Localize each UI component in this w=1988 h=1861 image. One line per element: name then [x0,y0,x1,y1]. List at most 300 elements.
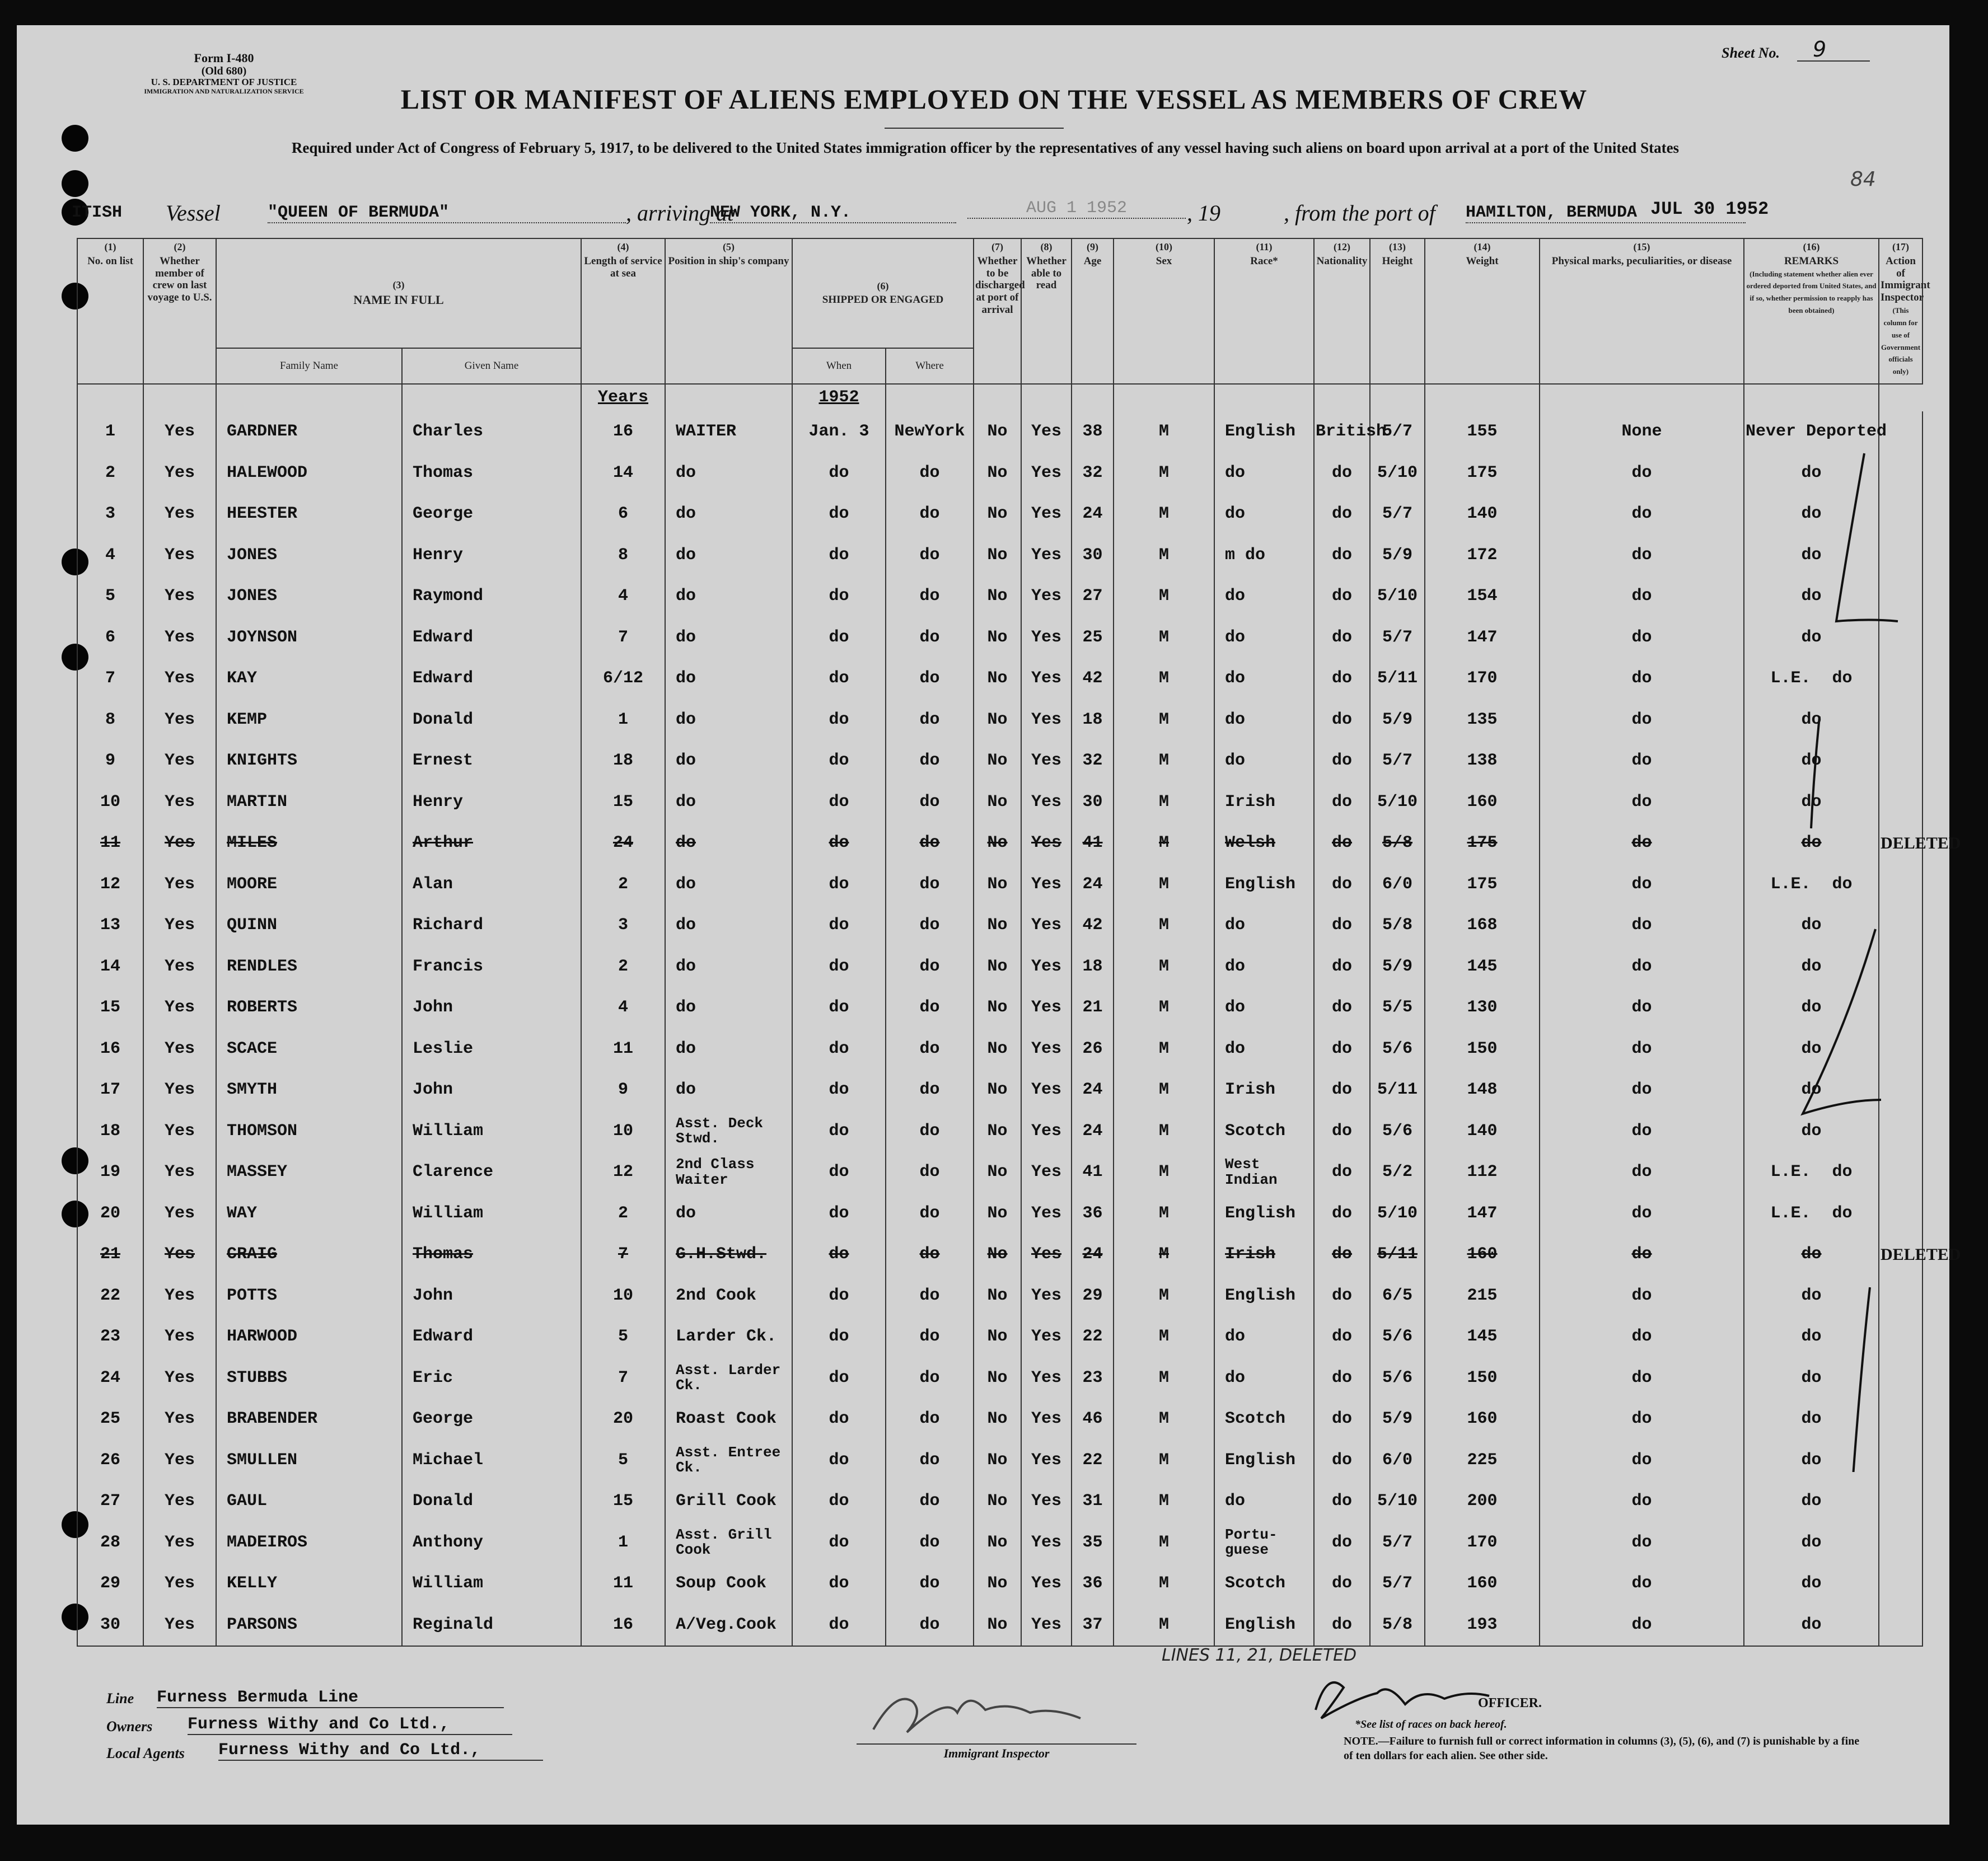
able-to-read: Yes [1021,617,1072,659]
sheet-number: 9 [1813,37,1827,62]
family-name: GAUL [216,1481,402,1522]
nationality: do [1314,905,1370,946]
family-name: JONES [216,535,402,576]
col-header-marks: (15) Physical marks, peculiarities, or disease [1540,238,1744,384]
position: 2nd Cook [665,1276,792,1317]
position: do [665,1070,792,1111]
remarks-text: do [1801,1368,1822,1387]
table-row [77,700,1922,741]
able-to-read: Yes [1021,1029,1072,1070]
remarks-le: L.E. [1770,1162,1811,1182]
last-voyage: Yes [143,1522,216,1564]
shipped-when: do [792,1440,886,1482]
race: English [1214,1605,1314,1647]
height: 5/6 [1370,1358,1425,1399]
discharged: No [974,946,1021,988]
physical-marks: do [1540,864,1744,906]
age: 36 [1072,1563,1114,1605]
height: 5/8 [1370,1605,1425,1647]
years-label: Years [581,384,665,411]
weight: 193 [1425,1605,1540,1647]
table-row [77,740,1922,782]
weight: 160 [1425,1399,1540,1440]
physical-marks: do [1540,1440,1744,1482]
race: do [1214,905,1314,946]
weight: 160 [1425,782,1540,823]
given-name: Donald [402,700,581,741]
shipped-when: do [792,1399,886,1440]
discharged: No [974,1440,1021,1482]
row-number: 12 [77,864,143,906]
last-voyage: Yes [143,1152,216,1193]
age: 24 [1072,1070,1114,1111]
physical-marks: do [1540,1605,1744,1647]
position: do [665,823,792,864]
sex: M [1114,1316,1214,1358]
discharged: No [974,1152,1021,1193]
weight: 147 [1425,617,1540,659]
shipped-when: do [792,1358,886,1399]
row-number: 3 [77,494,143,535]
row-number: 4 [77,535,143,576]
able-to-read: Yes [1021,1481,1072,1522]
able-to-read: Yes [1021,1563,1072,1605]
race: Irish [1214,782,1314,823]
remarks-text: do [1832,874,1853,894]
given-name: Thomas [402,1234,581,1276]
shipped-when: do [792,946,886,988]
physical-marks: do [1540,823,1744,864]
age: 24 [1072,1111,1114,1152]
shipped-where: do [886,1276,974,1317]
physical-marks: do [1540,987,1744,1029]
row-number: 6 [77,617,143,659]
height: 5/11 [1370,1234,1425,1276]
shipped-when: do [792,1152,886,1193]
nationality: do [1314,1481,1370,1522]
height: 5/6 [1370,1111,1425,1152]
physical-marks: do [1540,1358,1744,1399]
col-header-name: (3) NAME IN FULL [216,238,581,348]
remarks-text: do [1801,916,1822,935]
given-name: Ernest [402,740,581,782]
nationality: do [1314,494,1370,535]
shipped-when: do [792,617,886,659]
line-label: Line [106,1690,134,1707]
last-voyage: Yes [143,1234,216,1276]
shipped-when: do [792,1111,886,1152]
table-row [77,658,1922,700]
position: Asst. Grill Cook [665,1522,792,1564]
position: Asst. Larder Ck. [665,1358,792,1399]
form-old-number: (Old 680) [201,65,247,78]
inspector-action: DELETED [1879,1234,1922,1276]
weight: 160 [1425,1563,1540,1605]
shipped-where: do [886,1440,974,1482]
position: A/Veg.Cook [665,1605,792,1647]
family-name: KELLY [216,1563,402,1605]
sex: M [1114,1522,1214,1564]
last-voyage: Yes [143,1193,216,1235]
col-header-discharged: (7) Whether to be discharged at port of arrival [974,238,1021,384]
height: 5/9 [1370,1399,1425,1440]
discharged: No [974,1193,1021,1235]
given-name: Eric [402,1358,581,1399]
age: 38 [1072,411,1114,453]
inspector-signature [862,1679,1108,1746]
able-to-read: Yes [1021,658,1072,700]
given-name: John [402,1276,581,1317]
race: do [1214,946,1314,988]
sex: M [1114,576,1214,617]
table-row [77,617,1922,659]
nationality: British [1314,411,1370,453]
discharged: No [974,453,1021,494]
able-to-read: Yes [1021,987,1072,1029]
given-name: William [402,1111,581,1152]
last-voyage: Yes [143,740,216,782]
able-to-read: Yes [1021,1358,1072,1399]
shipped-when: do [792,700,886,741]
physical-marks: do [1540,453,1744,494]
remarks-text: do [1801,1245,1822,1264]
table-row [77,1399,1922,1440]
remarks-text: do [1801,1409,1822,1428]
shipped-when: Jan. 3 [792,411,886,453]
remarks-text: do [1801,998,1822,1017]
remarks-text: do [1832,1203,1853,1223]
last-voyage: Yes [143,617,216,659]
service-length: 2 [581,864,665,906]
age: 22 [1072,1440,1114,1482]
crew-table [77,238,1961,1647]
able-to-read: Yes [1021,1399,1072,1440]
age: 24 [1072,1234,1114,1276]
family-name: MADEIROS [216,1522,402,1564]
age: 31 [1072,1481,1114,1522]
family-name: GARDNER [216,411,402,453]
last-voyage: Yes [143,453,216,494]
sheet-number-label: Sheet No. [1722,45,1780,61]
sex: M [1114,494,1214,535]
race: Scotch [1214,1563,1314,1605]
punch-hole [62,125,88,152]
service-length: 4 [581,987,665,1029]
nationality: do [1314,946,1370,988]
given-name: Donald [402,1481,581,1522]
remarks-text: do [1801,957,1822,976]
nationality: do [1314,576,1370,617]
row-number: 23 [77,1316,143,1358]
shipped-when: do [792,1316,886,1358]
weight: 175 [1425,864,1540,906]
given-name: Edward [402,1316,581,1358]
given-name: George [402,494,581,535]
sex: M [1114,1234,1214,1276]
nationality: do [1314,1522,1370,1564]
position: 2nd Class Waiter [665,1152,792,1193]
from-port: HAMILTON, BERMUDA [1466,203,1746,223]
physical-marks: do [1540,658,1744,700]
nationality: do [1314,1563,1370,1605]
position: Asst. Deck Stwd. [665,1111,792,1152]
service-length: 10 [581,1111,665,1152]
shipped-where: do [886,1193,974,1235]
able-to-read: Yes [1021,1316,1072,1358]
race: English [1214,1276,1314,1317]
last-voyage: Yes [143,1029,216,1070]
nationality: do [1314,617,1370,659]
service-length: 2 [581,946,665,988]
table-row [77,1358,1922,1399]
family-name: HEESTER [216,494,402,535]
shipped-when: do [792,494,886,535]
age: 32 [1072,740,1114,782]
nationality: do [1314,823,1370,864]
family-name: PARSONS [216,1605,402,1647]
vessel-label: Vessel [166,200,221,226]
remarks-text: Never Deported [1746,422,1887,441]
shipped-where: NewYork [886,411,974,453]
race: do [1214,494,1314,535]
last-voyage: Yes [143,1563,216,1605]
family-name: KEMP [216,700,402,741]
last-voyage: Yes [143,1358,216,1399]
family-name: THOMSON [216,1111,402,1152]
given-name: Anthony [402,1522,581,1564]
physical-marks: do [1540,782,1744,823]
able-to-read: Yes [1021,740,1072,782]
shipped-when: do [792,1234,886,1276]
weight: 130 [1425,987,1540,1029]
remarks-text: do [1801,1286,1822,1305]
sex: M [1114,864,1214,906]
service-length: 2 [581,1193,665,1235]
given-name: Michael [402,1440,581,1482]
sex: M [1114,658,1214,700]
age: 42 [1072,905,1114,946]
title-rule [885,128,1064,129]
position: do [665,1029,792,1070]
inspector-check-marks [1736,437,1903,1472]
weight: 148 [1425,1070,1540,1111]
height: 5/9 [1370,535,1425,576]
discharged: No [974,617,1021,659]
family-name: STUBBS [216,1358,402,1399]
shipped-when: do [792,535,886,576]
physical-marks: None [1540,411,1744,453]
service-length: 18 [581,740,665,782]
family-name: MASSEY [216,1152,402,1193]
remarks-text: do [1801,1327,1822,1346]
table-row [77,1029,1922,1070]
inspector-action [1879,1563,1922,1605]
height: 5/7 [1370,740,1425,782]
discharged: No [974,1522,1021,1564]
race: English [1214,1193,1314,1235]
row-number: 11 [77,823,143,864]
remarks [1744,1563,1879,1605]
discharged: No [974,782,1021,823]
row-number: 9 [77,740,143,782]
nationality: do [1314,535,1370,576]
col-header-read: (8) Whether able to read [1021,238,1072,384]
shipped-where: do [886,1070,974,1111]
height: 5/9 [1370,700,1425,741]
able-to-read: Yes [1021,411,1072,453]
family-name: QUINN [216,905,402,946]
discharged: No [974,1111,1021,1152]
owners-name: Furness Withy and Co Ltd., [188,1715,512,1735]
height: 5/7 [1370,494,1425,535]
service-length: 3 [581,905,665,946]
height: 5/7 [1370,411,1425,453]
age: 24 [1072,864,1114,906]
able-to-read: Yes [1021,1605,1072,1647]
shipped-where: do [886,494,974,535]
shipped-where: do [886,1152,974,1193]
given-name: Alan [402,864,581,906]
position: do [665,535,792,576]
table-header [77,238,1930,384]
table-row [77,384,1922,411]
race: Portu- guese [1214,1522,1314,1564]
position: do [665,617,792,659]
sex: M [1114,905,1214,946]
able-to-read: Yes [1021,823,1072,864]
service-length: 16 [581,411,665,453]
weight: 175 [1425,453,1540,494]
service-length: 24 [581,823,665,864]
age: 46 [1072,1399,1114,1440]
physical-marks: do [1540,576,1744,617]
service-length: 6 [581,494,665,535]
vessel-flag: ITISH [72,203,123,222]
officer-signature [1310,1665,1500,1727]
shipped-where: do [886,1522,974,1564]
shipped-when: do [792,740,886,782]
col-header-service: (4) Length of service at sea [581,238,665,384]
service-length: 5 [581,1316,665,1358]
family-name: MILES [216,823,402,864]
row-number: 21 [77,1234,143,1276]
row-number: 13 [77,905,143,946]
given-name: Leslie [402,1029,581,1070]
shipped-where: do [886,1563,974,1605]
nationality: do [1314,1152,1370,1193]
remarks-text: do [1801,1615,1822,1634]
nationality: do [1314,1399,1370,1440]
able-to-read: Yes [1021,453,1072,494]
nationality: do [1314,658,1370,700]
family-name: MOORE [216,864,402,906]
position: Grill Cook [665,1481,792,1522]
physical-marks: do [1540,1070,1744,1111]
sex: M [1114,1152,1214,1193]
discharged: No [974,1481,1021,1522]
given-name: Edward [402,617,581,659]
inspector-action: DELETED [1879,823,1922,864]
shipped-when: do [792,1193,886,1235]
family-name: BRABENDER [216,1399,402,1440]
shipped-when: do [792,1276,886,1317]
shipped-where: do [886,946,974,988]
last-voyage: Yes [143,1070,216,1111]
weight: 160 [1425,1234,1540,1276]
weight: 170 [1425,1522,1540,1564]
shipped-when: do [792,453,886,494]
sex: M [1114,740,1214,782]
weight: 172 [1425,535,1540,576]
position: G.H.Stwd. [665,1234,792,1276]
inspector-action [1879,1481,1922,1522]
age: 27 [1072,576,1114,617]
given-name: Edward [402,658,581,700]
last-voyage: Yes [143,1316,216,1358]
weight: 112 [1425,1152,1540,1193]
age: 23 [1072,1358,1114,1399]
table-row [77,535,1922,576]
remarks [1744,1481,1879,1522]
shipped-where: do [886,1358,974,1399]
line-name: Furness Bermuda Line [157,1688,504,1708]
physical-marks: do [1540,617,1744,659]
weight: 150 [1425,1358,1540,1399]
row-number: 30 [77,1605,143,1647]
discharged: No [974,823,1021,864]
race: English [1214,1440,1314,1482]
service-length: 10 [581,1276,665,1317]
remarks-text: do [1801,463,1822,482]
position: do [665,740,792,782]
shipped-when: do [792,576,886,617]
year-label: , 19 [1187,200,1220,226]
able-to-read: Yes [1021,576,1072,617]
shipped-when: do [792,1522,886,1564]
discharged: No [974,1399,1021,1440]
discharged: No [974,1070,1021,1111]
vessel-name: "QUEEN OF BERMUDA" [268,203,626,223]
discharged: No [974,740,1021,782]
shipped-where: do [886,1481,974,1522]
discharged: No [974,1563,1021,1605]
position: Soup Cook [665,1563,792,1605]
height: 5/6 [1370,1029,1425,1070]
service-length: 1 [581,1522,665,1564]
nationality: do [1314,700,1370,741]
discharged: No [974,1234,1021,1276]
nationality: do [1314,782,1370,823]
service-length: 8 [581,535,665,576]
last-voyage: Yes [143,658,216,700]
age: 25 [1072,617,1114,659]
service-length: 15 [581,782,665,823]
nationality: do [1314,864,1370,906]
arriving-port: NEW YORK, N.Y. [710,203,956,223]
table-row [77,1605,1922,1647]
fine-note: NOTE.—Failure to furnish full or correct information in columns (3), (5), (6), and (7) is punishable by a fine of ten dollars for each alien. See other side. [1344,1735,1860,1762]
table-body [77,384,1961,1646]
remarks-le: L.E. [1770,669,1811,688]
nationality: do [1314,1358,1370,1399]
agents-label: Local Agents [106,1745,185,1761]
table-row [77,1193,1922,1235]
family-name: SCACE [216,1029,402,1070]
last-voyage: Yes [143,905,216,946]
row-number: 7 [77,658,143,700]
able-to-read: Yes [1021,1276,1072,1317]
given-name: Arthur [402,823,581,864]
